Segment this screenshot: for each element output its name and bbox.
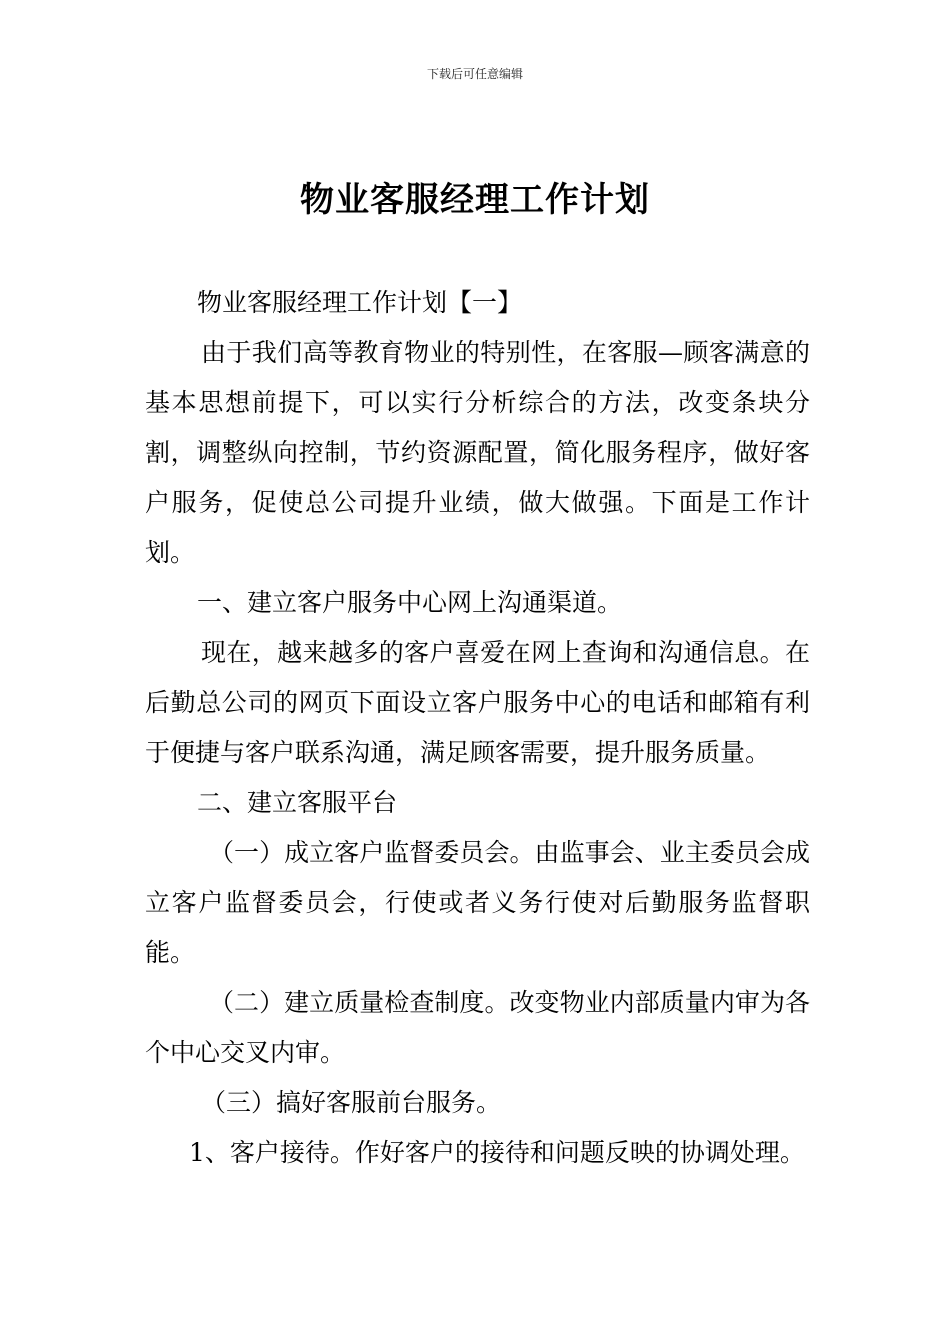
document-title: 物业客服经理工作计划 <box>300 180 650 220</box>
body-paragraph: （一）成立客户监督委员会。由监事会、业主委员会成立客户监督委员会，行使或者义务行使对后勤服务监督职能。 <box>145 838 810 967</box>
body-paragraph: （二）建立质量检查制度。改变物业内部质量内审为各个中心交叉内审。 <box>145 988 810 1067</box>
intro-paragraph: 由于我们高等教育物业的特别性，在客服—顾客满意的基本思想前提下，可以实行分析综合的方法，改变条块分割，调整纵向控制，节约资源配置，简化服务程序，做好客户服务，促使总公司提升业绩，做大做强。下面是工作计划。 <box>145 338 810 567</box>
subsection-heading: （三）搞好客服前台服务。 <box>201 1088 502 1117</box>
section-heading: 二、建立客服平台 <box>197 788 398 817</box>
header-note: 下载后可任意编辑 <box>426 67 523 81</box>
document-body <box>145 278 810 1178</box>
section-heading: 一、建立客户服务中心网上沟通渠道。 <box>197 588 623 617</box>
section-heading: 物业客服经理工作计划【一】 <box>197 288 523 317</box>
body-paragraph: 1、客户接待。作好客户的接待和问题反映的协调处理。 <box>189 1138 805 1167</box>
body-paragraph: 现在，越来越多的客户喜爱在网上查询和沟通信息。在后勤总公司的网页下面设立客户服务中心的电话和邮箱有利于便捷与客户联系沟通，满足顾客需要，提升服务质量。 <box>145 638 810 767</box>
